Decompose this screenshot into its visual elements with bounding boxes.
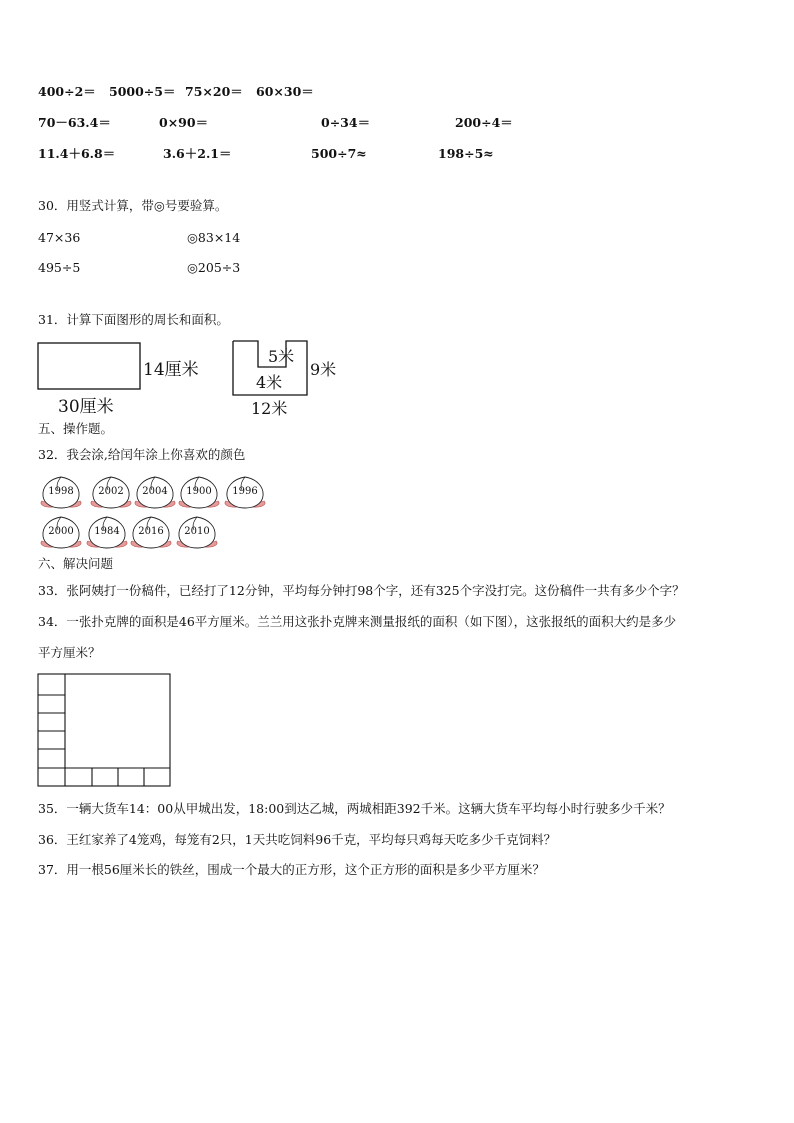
peach-year-label: 1984 — [94, 526, 120, 537]
peach-year-label: 2002 — [98, 486, 124, 497]
peach-year-item[interactable] — [172, 514, 222, 550]
calc-item: 47×36 — [38, 230, 81, 245]
mental-math-item: 0÷34＝ — [321, 115, 371, 130]
question-31-title: 31．计算下面图形的周长和面积。 — [38, 312, 229, 327]
mental-math-item: 11.4＋6.8＝ — [38, 146, 116, 161]
question-30-title: 30．用竖式计算，带◎号要验算。 — [38, 198, 228, 213]
mental-math-item: 5000÷5＝ — [109, 84, 176, 99]
mental-math-item: 70－63.4＝ — [38, 115, 111, 130]
shape-height-label: 9米 — [310, 360, 337, 379]
calc-item: ◎83×14 — [187, 230, 241, 245]
question-34-line1: 34．一张扑克牌的面积是46平方厘米。兰兰用这张扑克牌来测量报纸的面积（如下图），这张报纸的面积大约是多少 — [38, 614, 677, 629]
section-heading: 六、解决问题 — [38, 556, 114, 571]
mental-math-item: 200÷4＝ — [455, 115, 513, 130]
peach-year-item[interactable] — [126, 514, 176, 550]
question-35: 35．一辆大货车14：00从甲城出发，18:00到达乙城，两城相距392千米。这辆大货车平均每小时行驶多少千米？ — [38, 801, 671, 816]
question-36: 36．王红家养了4笼鸡，每笼有2只，1天共吃饲料96千克，平均每只鸡每天吃多少千克饲料？ — [38, 832, 557, 847]
mental-math-item: 60×30＝ — [256, 84, 314, 99]
peach-year-item[interactable] — [36, 514, 86, 550]
peach-year-item[interactable] — [36, 474, 86, 510]
question-34-line2: 平方厘米？ — [38, 645, 101, 660]
peach-year-item[interactable] — [82, 514, 132, 550]
peach-year-label: 2000 — [48, 526, 74, 537]
mental-math-item: 3.6＋2.1＝ — [163, 146, 232, 161]
question-32-title: 32．我会涂,给闰年涂上你喜欢的颜色 — [38, 447, 246, 462]
peach-year-item[interactable] — [174, 474, 224, 510]
rect-height-label: 14厘米 — [143, 360, 199, 380]
mental-math-item: 0×90＝ — [159, 115, 209, 130]
peach-year-label: 1996 — [232, 486, 258, 497]
calc-item: 495÷5 — [38, 260, 81, 275]
mental-math-item: 500÷7≈ — [311, 146, 367, 161]
peach-year-label: 2016 — [138, 526, 164, 537]
question-37: 37．用一根56厘米长的铁丝，围成一个最大的正方形，这个正方形的面积是多少平方厘米？ — [38, 862, 545, 877]
rect-width-label: 30厘米 — [58, 397, 114, 417]
peach-year-label: 2004 — [142, 486, 168, 497]
peach-year-label: 1900 — [186, 486, 212, 497]
mental-math-item: 75×20＝ — [185, 84, 243, 99]
peach-year-label: 1998 — [48, 486, 74, 497]
mental-math-item: 198÷5≈ — [438, 146, 494, 161]
peach-year-item[interactable] — [220, 474, 270, 510]
peach-year-item[interactable] — [130, 474, 180, 510]
shape-width-label: 12米 — [251, 399, 288, 418]
shape-inner-label: 4米 — [256, 373, 283, 392]
peach-year-item[interactable] — [86, 474, 136, 510]
question-33: 33．张阿姨打一份稿件，已经打了12分钟，平均每分钟打98个字，还有325个字没打完。这份稿件一共有多少个字？ — [38, 583, 685, 598]
peach-year-label: 2010 — [184, 526, 210, 537]
section-heading: 五、操作题。 — [38, 421, 114, 436]
rectangle-figure — [36, 341, 146, 393]
newspaper-grid-figure — [36, 672, 174, 790]
mental-math-item: 400÷2＝ — [38, 84, 96, 99]
calc-item: ◎205÷3 — [187, 260, 241, 275]
shape-top-label: 5米 — [268, 347, 295, 366]
